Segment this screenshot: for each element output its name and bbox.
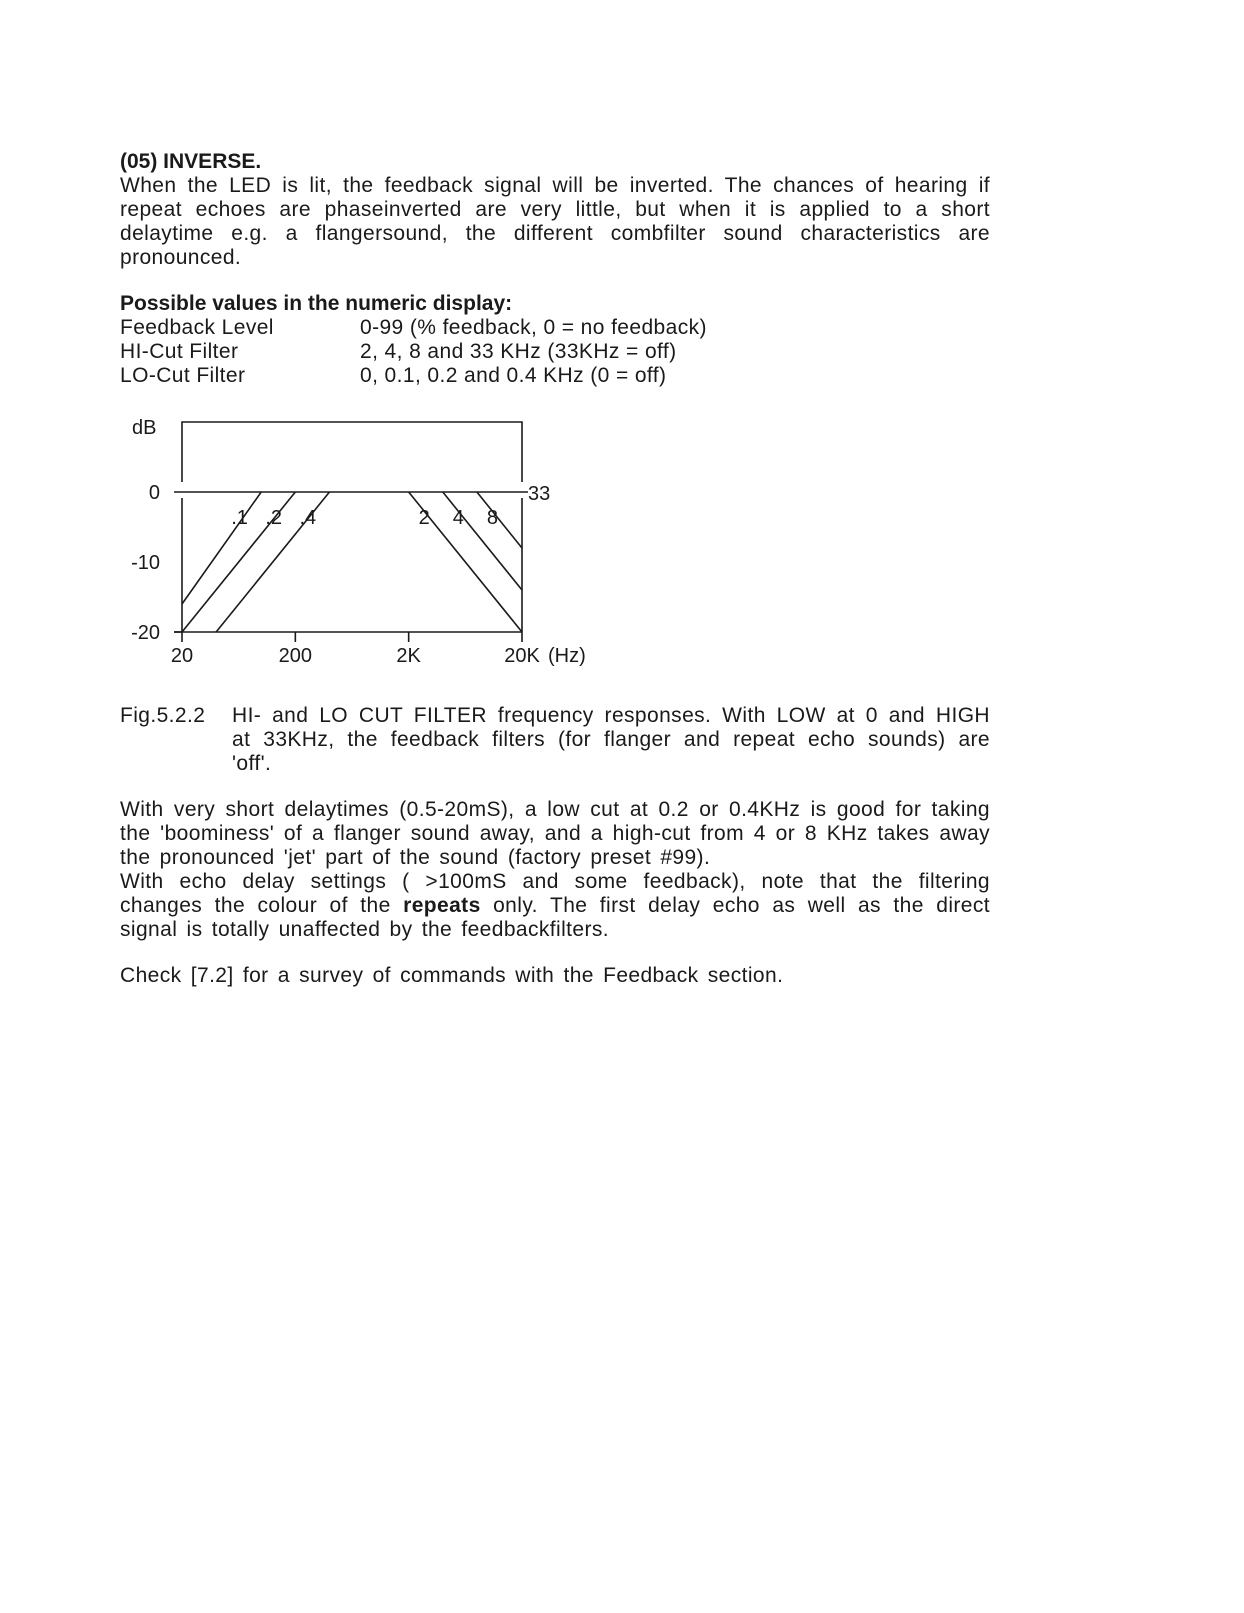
value-text: 2, 4, 8 and 33 KHz (33KHz = off) — [360, 340, 677, 363]
series-label-8: 8 — [486, 507, 499, 529]
x-tick-label: 20 — [170, 645, 194, 667]
section-heading: (05) INVERSE. — [120, 150, 262, 173]
body-paragraph-1: With very short delaytimes (0.5-20mS), a low cut at 0.2 or 0.4KHz is good for taking the 'boominess' of a flanger sound away, and a high-cut from 4 or 8 KHz takes away the pronounced 'jet' part of the sound (factory preset #99). — [120, 798, 990, 869]
caption-pre: HI- and LO CUT FILTER frequency responses. With — [232, 704, 777, 727]
value-row-hicut — [120, 340, 990, 364]
section-paragraph: When the LED is lit, the feedback signal will be inverted. The chances of hearing if repeat echoes are phaseinverted are very little, but when it is applied to a short delaytime e.g. a flangersound, the different combfilter sound characteristics are pronounced. — [120, 174, 990, 269]
figure-caption — [120, 704, 990, 776]
value-row-locut — [120, 364, 990, 388]
document-page — [120, 150, 990, 988]
x-axis-label: (Hz) — [548, 645, 586, 667]
series-line-8 — [477, 492, 522, 548]
body-paragraph-2 — [120, 870, 990, 942]
filter-response-chart — [120, 412, 680, 692]
p2-pre: With echo delay settings ( >100mS and some feedback), note that the filtering changes the colour of the — [120, 870, 990, 917]
y-tick-label: -20 — [131, 622, 160, 644]
series-label-33: 33 — [528, 483, 551, 505]
body-paragraph-3: Check [7.2] for a survey of commands with the Feedback section. — [120, 964, 784, 987]
caption-low: LOW — [776, 704, 826, 727]
x-tick-label: 2K — [396, 645, 421, 667]
x-tick-label: 20K — [504, 645, 540, 667]
figure-label: Fig.5.2.2 — [120, 704, 206, 727]
y-tick-label: 0 — [148, 482, 160, 504]
series-label-4: 4 — [452, 507, 464, 529]
chart-svg — [120, 412, 680, 692]
value-text: 0, 0.1, 0.2 and 0.4 KHz (0 = off) — [360, 364, 667, 387]
p2-bold: repeats — [403, 894, 481, 917]
x-tick-label: 200 — [278, 645, 313, 667]
value-label: Feedback Level — [120, 316, 274, 339]
y-axis-label: dB — [132, 417, 157, 439]
series-label-p4: .4 — [299, 507, 317, 529]
value-text: 0-99 (% feedback, 0 = no feedback) — [360, 316, 707, 339]
values-heading: Possible values in the numeric display: — [120, 292, 513, 315]
chart-frame — [182, 422, 522, 482]
caption-mid: at 0 and HIGH at 33KHz, the feedback filters (for flanger and repeat echo sounds) are 'off'. — [232, 704, 991, 775]
caption-text — [232, 704, 990, 776]
value-row-feedback — [120, 316, 990, 340]
series-label-p2: .2 — [265, 507, 283, 529]
value-label: HI-Cut Filter — [120, 340, 239, 363]
y-tick-label: -10 — [131, 552, 160, 574]
series-label-p1: .1 — [231, 507, 248, 529]
series-label-2: 2 — [418, 507, 430, 529]
p2-post: only. The first delay echo as well as the direct signal is totally unaffected by the feedbackfilters. — [120, 894, 990, 941]
value-label: LO-Cut Filter — [120, 364, 246, 387]
